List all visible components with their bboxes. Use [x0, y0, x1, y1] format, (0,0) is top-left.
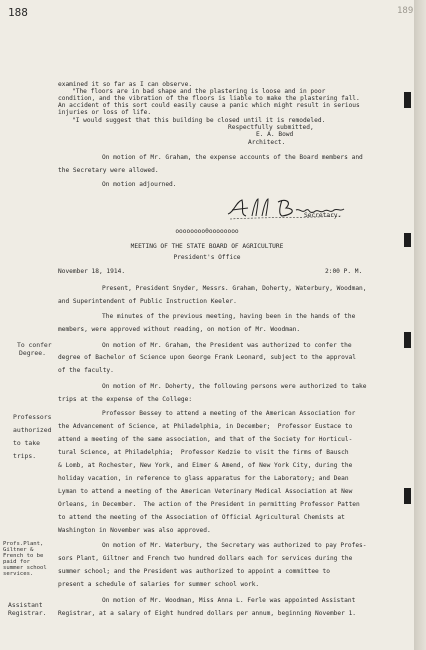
report-line: "The floors are in bad shape and the plastering is loose and in poor [72, 88, 326, 95]
margin-note-registrar: Assistant Registrar. [8, 601, 47, 617]
meeting-title: MEETING OF THE STATE BOARD OF AGRICULTURE [130, 243, 284, 250]
secretary-label: Secretary. [304, 212, 342, 219]
trips-line: the Advancement of Science, at Philadelphia, in December; Professor Eustace to [58, 423, 353, 430]
summer-line: summer school; and the President was authorized to appoint a committee to [58, 568, 330, 575]
report-line: examined it so far as I can observe. [58, 81, 193, 88]
graham-motion-line: On motion of Mr. Graham, the expense accounts of the Board members and [102, 154, 363, 161]
degree-line: On motion of Mr. Graham, the President was authorized to confer the [102, 342, 352, 349]
meeting-time: 2:00 P. M. [325, 268, 363, 275]
trips-line: Lyman to attend a meeting of the American Veterinary Medical Association at New [58, 488, 353, 495]
summer-line: sors Plant, Giltner and French two hundred dollars each for services during the [58, 555, 353, 562]
report-closing: Respectfully submitted, [228, 124, 314, 131]
margin-note-degree: To confer Degree. [17, 341, 52, 357]
minutes-line: members, were approved without reading, on motion of Mr. Woodman. [58, 326, 301, 333]
meeting-subtitle: President's Office [173, 254, 241, 261]
summer-line: present a schedule of salaries for summer school work. [58, 581, 260, 588]
trips-line: Professor Bessey to attend a meeting of the American Association for [102, 410, 356, 417]
margin-note-trips: Professors authorized to take trips. [13, 413, 52, 460]
minutes-line: The minutes of the previous meeting, having been in the hands of the [102, 313, 356, 320]
report-line: An accident of this sort could easily cause a panic which might result in serious [58, 102, 360, 109]
graham-motion-line: the Secretary were allowed. [58, 167, 159, 174]
trips-line: tural Science, at Philadelphia; Professor Kedzie to visit the firms of Bausch [58, 449, 349, 456]
meeting-date: November 18, 1914. [58, 268, 126, 275]
present-line: Present, President Snyder, Messrs. Graham, Doherty, Waterbury, Woodman, [102, 285, 367, 292]
trips-line: to attend the meeting of the Association of Official Agricultural Chemists at [58, 514, 345, 521]
registrar-line: On motion of Mr. Woodman, Miss Anna L. Ferle was appointed Assistant [102, 597, 356, 604]
index-tab-marker [404, 233, 411, 247]
report-line: condition, and the vibration of the floors is liable to make the plastering fall. [58, 95, 360, 102]
page-number: 188 [8, 6, 28, 19]
trips-line: Orleans, in December. The action of the President in permitting Professor Patten [58, 501, 360, 508]
section-divider: oooooooo0oooooooo [175, 228, 239, 235]
summer-line: On motion of Mr. Waterbury, the Secretary was authorized to pay Profes- [102, 542, 367, 549]
report-line: "I would suggest that this building be closed until it is remodeled. [72, 117, 326, 124]
margin-note-summer: Profs.Plant, Giltner & French to be paid for summer school services. [3, 541, 47, 577]
trips-intro-line: On motion of Mr. Doherty, the following persons were authorized to take [102, 383, 367, 390]
registrar-line: Registrar, at a salary of Eight hundred dollars per annum, beginning November 1. [58, 610, 357, 617]
trips-line: Washington in November was also approved. [58, 527, 211, 534]
adjourned-text: On motion adjourned. [102, 181, 177, 188]
degree-line: of the faculty. [58, 367, 114, 374]
report-signer: E. A. Bowd [256, 131, 294, 138]
bleed-through-page-number: 189 [397, 6, 414, 16]
trips-line: & Lomb, at Rochester, New York, and Eimer & Amend, of New York City, during the [58, 462, 353, 469]
index-tab-marker [404, 332, 411, 348]
present-line: and Superintendent of Public Instruction Keeler. [58, 298, 237, 305]
report-signer-title: Architect. [248, 139, 286, 146]
adjacent-page-edge [414, 0, 426, 650]
trips-intro-line: trips at the expense of the College: [58, 396, 193, 403]
trips-line: holiday vacation, in reference to glass apparatus for the Laboratory; and Dean [58, 475, 349, 482]
degree-line: degree of Bachelor of Science upon George Frank Leonard, subject to the approval [58, 354, 357, 361]
trips-line: attend a meeting of the same association, and that of the Society for Horticul- [58, 436, 353, 443]
index-tab-marker [404, 488, 411, 504]
index-tab-marker [404, 92, 411, 108]
report-line: injuries or loss of life. [58, 109, 152, 116]
